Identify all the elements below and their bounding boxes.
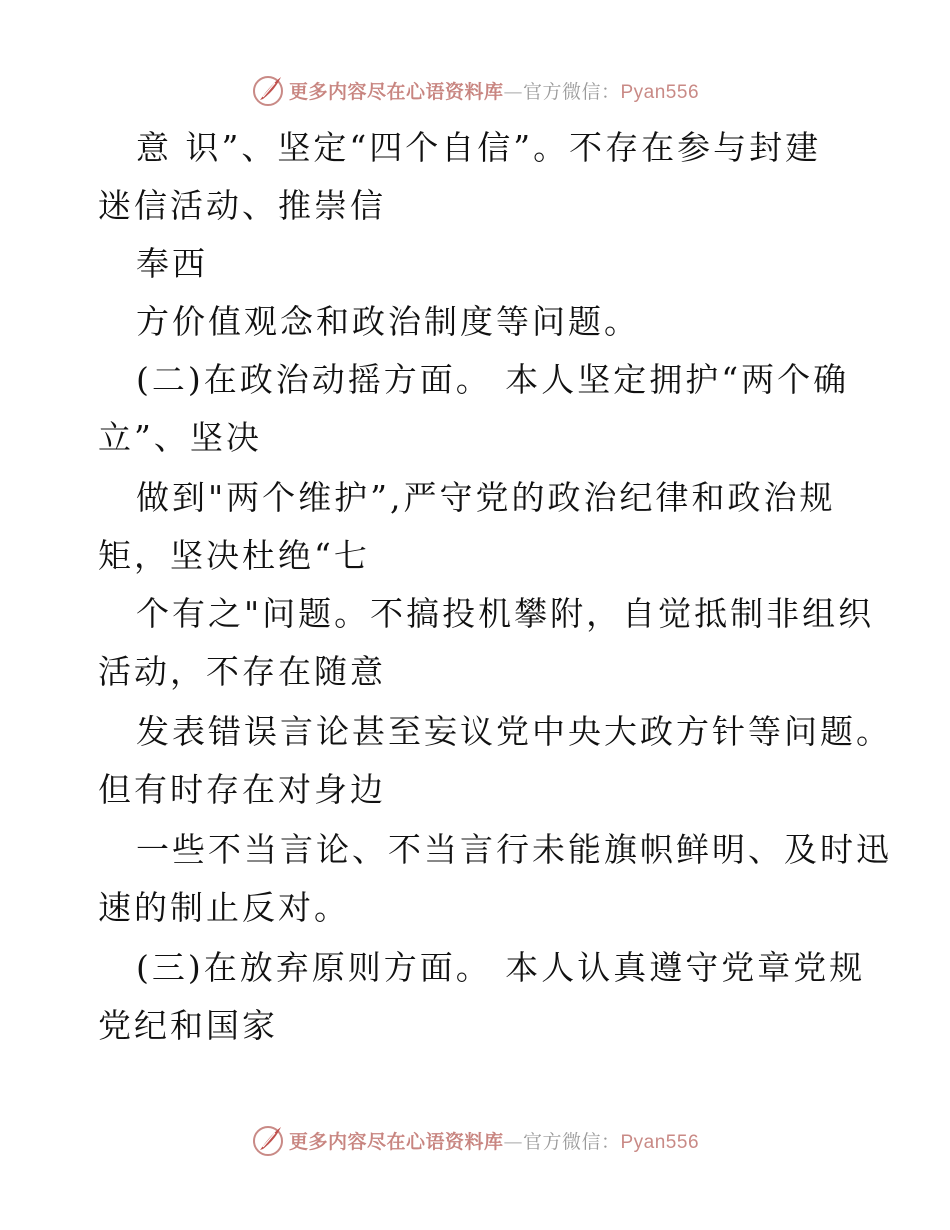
- watermark-label: 官方微信：: [522, 1130, 621, 1153]
- text-line: 立”、坚决: [98, 418, 262, 457]
- watermark-id: Pyan556: [620, 81, 700, 103]
- text-line: 奉西: [136, 244, 208, 283]
- watermark-separator: —: [503, 80, 523, 103]
- header-watermark: [0, 70, 950, 110]
- text-line: 速的制止反对。: [98, 888, 350, 927]
- footer-watermark: [0, 1120, 950, 1160]
- watermark-separator: —: [503, 1130, 523, 1153]
- feather-quill-logo-icon: [251, 1123, 285, 1157]
- text-line: 矩，坚决杜绝“七: [98, 536, 370, 575]
- text-line: 但有时存在对身边: [98, 770, 386, 809]
- text-line: 活动，不存在随意: [98, 652, 386, 691]
- watermark-text: [289, 1127, 699, 1154]
- watermark-label: 官方微信：: [522, 80, 621, 103]
- text-line: 迷信活动、推崇信: [98, 186, 386, 225]
- watermark-main: 更多内容尽在心语资料库: [288, 80, 504, 103]
- watermark-main: 更多内容尽在心语资料库: [288, 1130, 504, 1153]
- feather-quill-logo-icon: [251, 73, 285, 107]
- watermark-text: [289, 77, 699, 104]
- watermark-id: Pyan556: [620, 1131, 700, 1153]
- text-line: (二)在政治动摇方面。 本人坚定拥护“两个确: [136, 360, 850, 399]
- text-line: 个有之"问题。不搞投机攀附，自觉抵制非组织: [136, 594, 875, 633]
- text-line: 做到"两个维护”,严守党的政治纪律和政治规: [136, 478, 836, 517]
- text-line: (三)在放弃原则方面。 本人认真遵守党章党规: [136, 948, 866, 987]
- text-line: 方价值观念和政治制度等问题。: [136, 302, 640, 341]
- text-line: 党纪和国家: [98, 1006, 278, 1045]
- text-line: 意 识”、坚定“四个自信”。不存在参与封建: [136, 128, 822, 167]
- text-line: 一些不当言论、不当言行未能旗帜鲜明、及时迅: [136, 830, 892, 869]
- text-line: 发表错误言论甚至妄议党中央大政方针等问题。: [136, 712, 892, 751]
